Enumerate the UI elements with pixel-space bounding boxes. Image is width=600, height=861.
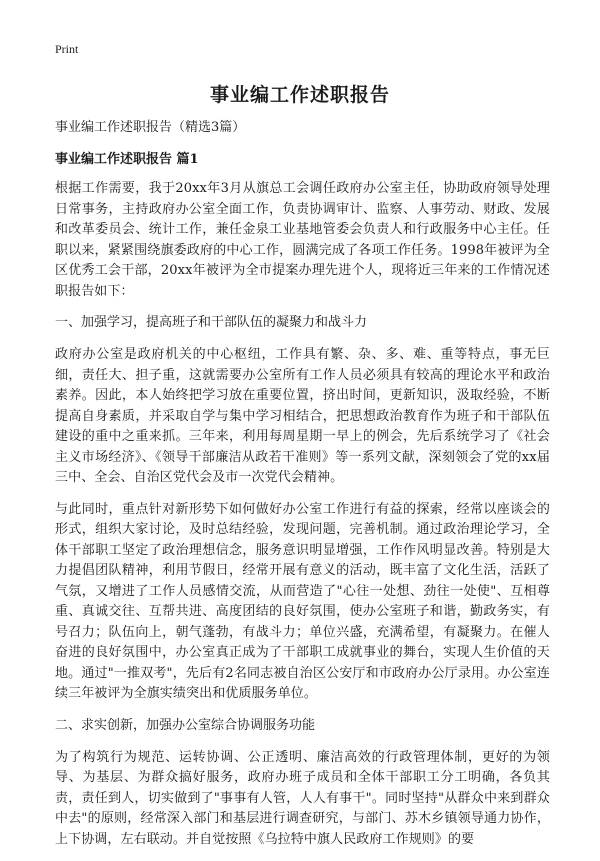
document-body	[55, 118, 550, 861]
heading-innovation: 二、求实创新，加强办公室综合协调服务功能	[55, 717, 316, 733]
page-title: 事业编工作述职报告	[209, 84, 390, 106]
heading-study: 一、加强学习，提高班子和干部队伍的凝聚力和战斗力	[55, 315, 368, 330]
paragraph-intro: 根据工作需要，我于20xx年3月从旗总工会调任政府办公室主任，协助政府领导处理日常事务，主持政府办公室全面工作，负责协调审计、监察、人事劳动、财政、发展和改革委员会、统计工作，兼任金泉工业基地管委会负责人和行政服务中心主任。任职以来，紧紧围绕旗委政府的中心工作，圆满完成了各项工作任务。1998年被评为全区优秀工会干部，20xx年被评为全市提案办理先进个人，现将近三年来的工作情况述职报告如下：	[55, 181, 550, 299]
paragraph-office-role: 政府办公室是政府机关的中心枢纽，工作具有繁、杂、多、难、重等特点，事无巨细，责任大、担子重，这就需要办公室所有工作人员必须具有较高的理论水平和政治素养。因此，本人始终把学习放在重要位置，挤出时间，更新知识，汲取经验，不断提高自身素质，并采取自学与集中学习相结合，把思想政治教育作为班子和干部队伍建设的重中之重来抓。三年来，利用每周星期一早上的例会，先后系统学习了《社会主义市场经济》、《领导干部廉洁从政若干准则》等一系列文献，深刻领会了党的xx届三中、全会、自治区党代会及市一次党代会精神。	[55, 347, 550, 485]
paragraph-exploration: 与此同时，重点针对新形势下如何做好办公室工作进行有益的探索，经常以座谈会的形式，组织大家讨论，及时总结经验，发现问题，完善机制。通过政治理论学习，全体干部职工坚定了政治理想信念，服务意识明显增强，工作作风明显改善。特别是大力提倡团队精神，利用节假日，经常开展有意义的活动，既丰富了文化生活，活跃了气氛，又增进了工作人员感情交流，从而营造了"心往一处想、劲往一处使"、互相尊重、真诚交往、互帮共进、高度团结的良好氛围，使办公室班子和谐，勤政务实，有号召力；队伍向上，朝气蓬勃，有战斗力；单位兴盛，充满希望，有凝聚力。在催人奋进的良好氛围中，办公室真正成为了干部职工成就事业的舞台，实现人生价值的天地。通过"一推双考"，先后有2名同志被自治区公安厅和市政府办公厅录用。办公室连续三年被评为全旗实绩突出和优质服务单位。	[55, 501, 550, 701]
section-heading: 事业编工作述职报告 篇1	[55, 152, 199, 167]
document-subtitle: 事业编工作述职报告（精选3篇）	[55, 120, 246, 135]
print-link[interactable]: Print	[55, 42, 79, 56]
paragraph-coordination: 为了构筑行为规范、运转协调、公正透明、廉洁高效的行政管理体制，更好的为领导、为基层、为群众搞好服务，政府办班子成员和全体干部职工分工明确，各负其责，责任到人，切实做到了"事事有人管，人人有事干"。同时坚持"从群众中来到群众中去"的原则，经常深入部门和基层进行调查研究，与部门、苏木乡镇领导通力协作，上下协调，左右联动。并自觉按照《乌拉特中旗人民政府工作规则》的要	[55, 749, 550, 847]
